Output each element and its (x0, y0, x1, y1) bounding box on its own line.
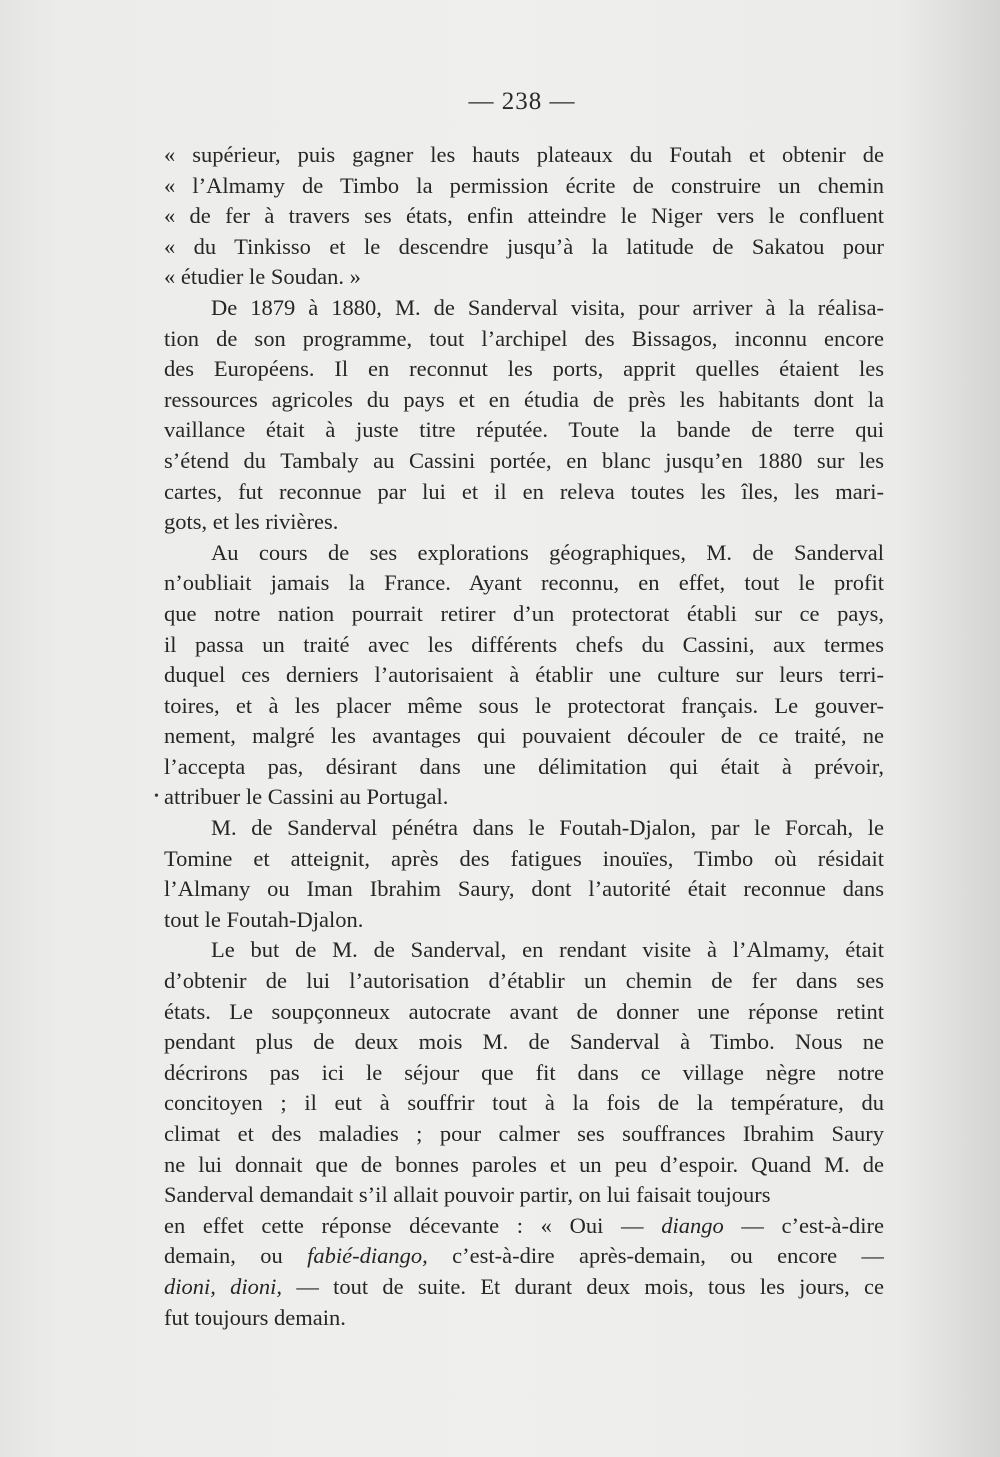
text-line: Au cours de ses explorations géographiques, M. de Sanderval (211, 539, 884, 565)
text-line: nement, malgré les avantages qui pouvaient découler de ce traité, ne (164, 723, 884, 749)
text-line: que notre nation pourrait retirer d’un protectorat établi sur ce pays, (164, 600, 884, 626)
text-line: De 1879 à 1880, M. de Sanderval visita, pour arriver à la réalisa- (211, 294, 884, 320)
paragraph (154, 538, 884, 813)
paragraph (164, 140, 884, 293)
text-line: des Européens. Il en reconnut les ports, apprit quelles étaient les (164, 356, 884, 382)
text-line: « l’Almamy de Timbo la permission écrite de construire un chemin (164, 172, 884, 198)
margin-mark: • (154, 789, 159, 805)
text-line: fut toujours demain. (164, 1304, 346, 1330)
text-line: dioni, dioni, — tout de suite. Et durant deux mois, tous les jours, ce (164, 1273, 884, 1299)
text-line: n’oubliait jamais la France. Ayant reconnu, en effet, tout le profit (164, 570, 884, 596)
text-line: concitoyen ; il eut à souffrir tout à la fois de la température, du (164, 1090, 884, 1116)
text-line: duquel ces derniers l’autorisaient à établir une culture sur leurs terri- (164, 662, 884, 688)
text-line: « de fer à travers ses états, enfin atteindre le Niger vers le confluent (164, 203, 884, 229)
text-line: Sanderval demandait s’il allait pouvoir partir, on lui faisait toujours (164, 1182, 771, 1208)
paragraph (164, 813, 884, 935)
text-line: l’Almany ou Iman Ibrahim Saury, dont l’autorité était reconnue dans (164, 876, 884, 902)
paragraph (164, 935, 884, 1210)
text-line: il passa un traité avec les différents chefs du Cassini, aux termes (164, 631, 884, 657)
text-line: climat et des maladies ; pour calmer ses souffrances Ibrahim Saury (164, 1121, 884, 1146)
text-line: demain, ou fabié-diango, c’est-à-dire après-demain, ou encore — (164, 1243, 884, 1269)
text-line: ne lui donnait que de bonnes paroles et un peu d’espoir. Quand M. de (164, 1151, 884, 1177)
text-line: états. Le soupçonneux autocrate avant de donner une réponse retint (164, 998, 884, 1024)
text-line: « du Tinkisso et le descendre jusqu’à la latitude de Sakatou pour (164, 233, 884, 259)
paragraph (164, 293, 884, 538)
body-text (154, 140, 884, 1333)
text-line: l’accepta pas, désirant dans une délimitation qui était à prévoir, (164, 753, 884, 779)
text-line: ressources agricoles du pays et en étudia de près les habitants dont la (164, 386, 884, 412)
paragraph-list (154, 140, 884, 1211)
text-line: en effet cette réponse décevante : « Oui — diango — c’est-à-dire (164, 1212, 884, 1238)
text-line: pendant plus de deux mois M. de Sanderval à Timbo. Nous ne (164, 1029, 884, 1055)
text-line: Le but de M. de Sanderval, en rendant visite à l’Almamy, était (211, 937, 884, 963)
text-line: décrirons pas ici le séjour que fit dans ce village nègre notre (164, 1059, 884, 1085)
text-line: vaillance était à juste titre réputée. Toute la bande de terre qui (164, 417, 884, 443)
text-line: d’obtenir de lui l’autorisation d’établir un chemin de fer dans ses (164, 968, 884, 994)
text-line: tout le Foutah-Djalon. (164, 906, 364, 932)
text-line: s’étend du Tambaly au Cassini portée, en blanc jusqu’en 1880 sur les (164, 447, 884, 473)
text-line: Tomine et atteignit, après des fatigues inouïes, Timbo où résidait (164, 845, 884, 871)
page-number: — 238 — (468, 88, 576, 115)
text-line: « étudier le Soudan. » (164, 264, 361, 290)
text-line: « supérieur, puis gagner les hauts plateaux du Foutah et obtenir de (164, 142, 884, 167)
text-line: • attribuer le Cassini au Portugal. (164, 782, 884, 813)
text-line: cartes, fut reconnue par lui et il en releva toutes les îles, les mari- (164, 478, 884, 504)
text-line: gots, et les rivières. (164, 509, 339, 535)
text-line: M. de Sanderval pénétra dans le Foutah-Djalon, par le Forcah, le (211, 815, 884, 841)
text-line: tion de son programme, tout l’archipel des Bissagos, inconnu encore (164, 325, 884, 351)
text-line: toires, et à les placer même sous le protectorat français. Le gouver- (164, 692, 884, 718)
